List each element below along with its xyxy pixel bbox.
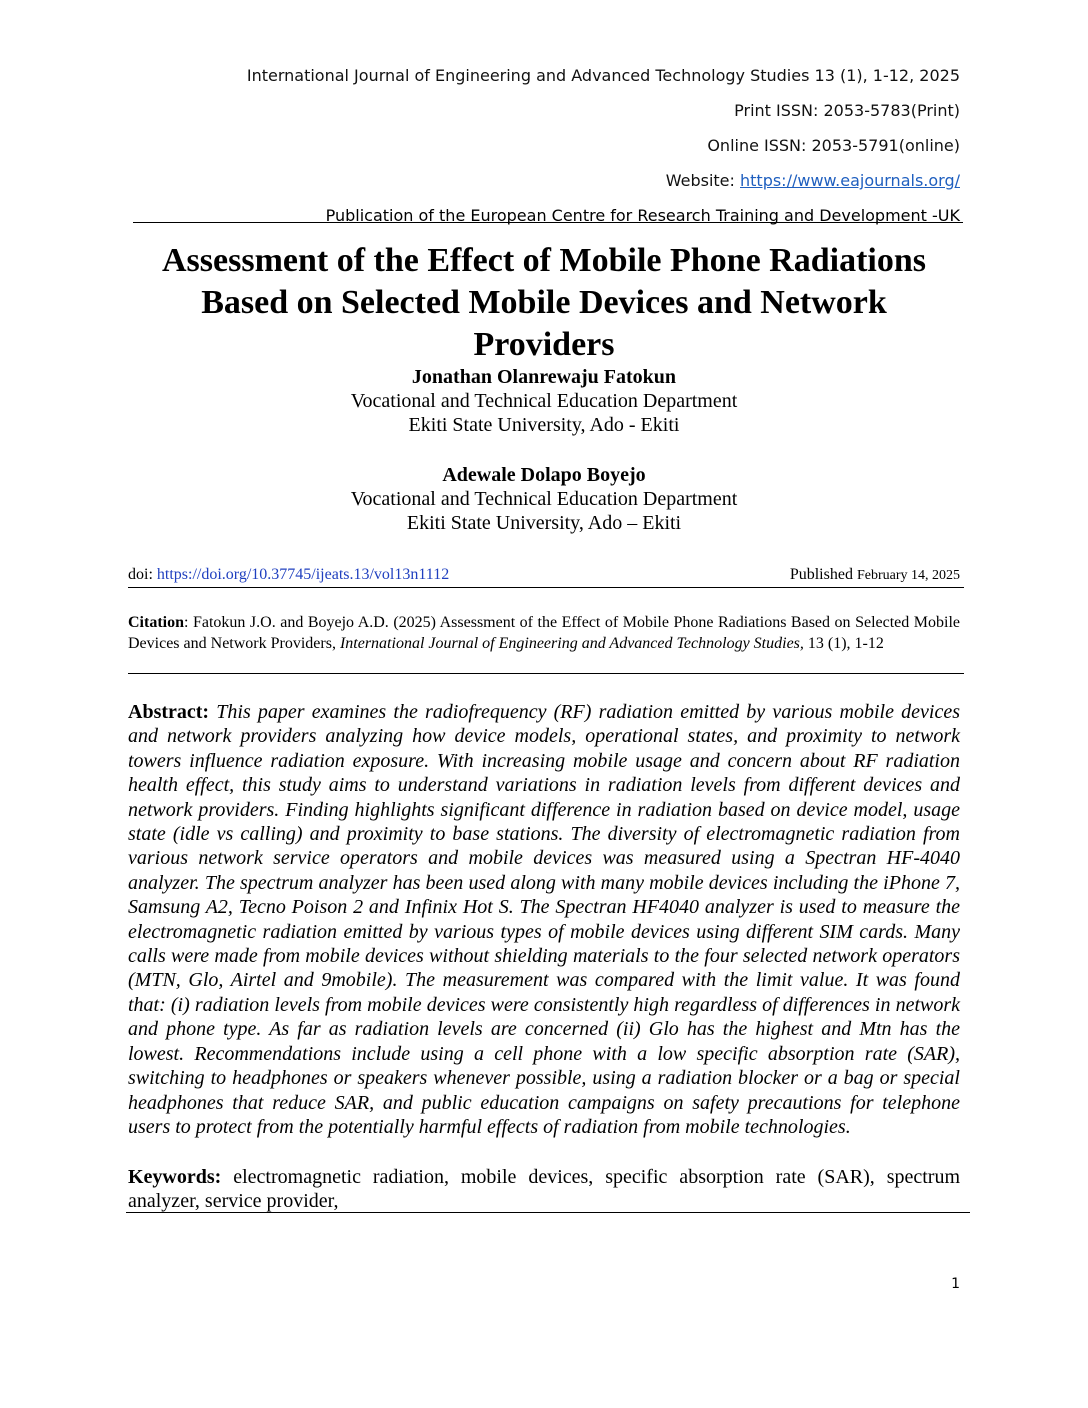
doi-link[interactable]: https://doi.org/10.37745/ijeats.13/vol13n1112 <box>156 566 450 583</box>
print-issn: Print ISSN: 2053-5783(Print) <box>734 101 960 120</box>
doi <box>128 566 449 584</box>
author-2-name: Adewale Dolapo Boyejo <box>442 464 646 486</box>
citation-rule <box>128 673 964 674</box>
keywords-rule <box>126 1212 970 1213</box>
website-link[interactable]: https://www.eajournals.org/ <box>740 171 960 190</box>
author-1-name: Jonathan Olanrewaju Fatokun <box>411 366 677 388</box>
author-2-univ: Ekiti State University, Ado – Ekiti <box>406 512 682 534</box>
keywords-text: electromagnetic radiation, mobile devices, specific absorption rate (SAR), spectrum analyzer, service provider, <box>128 1166 960 1212</box>
journal-header: International Journal of Engineering and Advanced Technology Studies 13 (1), 1-12, 2025 <box>246 66 960 85</box>
citation-text: : Fatokun J.O. and Boyejo A.D. (2025) Assessment of the Effect of Mobile Phone Radiations Based on Selected Mobile Devices and Network Providers, <box>128 614 960 652</box>
website-line <box>666 171 960 190</box>
published-label: Published <box>789 566 857 583</box>
website-label: Website: <box>665 171 740 190</box>
title-line-3: Providers <box>473 326 615 363</box>
abstract <box>128 700 960 1139</box>
abstract-text: This paper examines the radiofrequency (RF) radiation emitted by various mobile devices and network providers analyzing how device models, operational states, and proximity to network towers influence radiation exposure. With increasing mobile usage and concern about RF radiation health effect, this study aims to understand variations in radiation levels from different devices and network providers. Finding highlights significant difference in radiation based on device model, usage state (idle vs calling) and proximity to base stations. The diversity of electromagnetic radiation from various network service operators and mobile devices was measured using a Spectran HF-4040 analyzer. The spectrum analyzer has been used along with many mobile devices including the iPhone 7, Samsung A2, Tecno Poison 2 and Infinix Hot S. The Spectran HF4040 analyzer is used to measure the electromagnetic radiation emitted by various types of mobile devices using different SIM cards. Many calls were made from mobile devices without shielding materials to the four selected network operators (MTN, Glo, Airtel and 9mobile). The measurement was compared with the limit value. It was found that: (i) radiation levels from mobile devices were consistently high regardless of differences in network and phone type. As far as radiation levels are concerned (ii) Glo has the highest and Mtn has the lowest. Recommendations include using a cell phone with a low specific absorption rate (SAR), switching to headphones or speakers whenever possible, using a radiation blocker or a bag or special headphones that reduce SAR, and public education campaigns on safety precautions for telephone users to protect from the potentially harmful effects of radiation from mobile technologies. <box>128 701 960 1138</box>
publisher-line: Publication of the European Centre for Research Training and Development -UK <box>325 206 960 225</box>
keywords <box>128 1165 960 1213</box>
page-number: 1 <box>951 1276 960 1292</box>
title-line-1: Assessment of the Effect of Mobile Phone Radiations <box>162 242 926 279</box>
citation-journal: International Journal of Engineering and Advanced Technology Studies, <box>339 635 804 652</box>
doi-label: doi: <box>128 566 157 583</box>
published <box>790 566 960 584</box>
citation-label: Citation <box>128 614 184 631</box>
abstract-label: Abstract: <box>128 701 210 723</box>
citation-volume: 13 (1), 1-12 <box>803 635 884 652</box>
published-date: February 14, 2025 <box>856 568 960 583</box>
author-1-dept: Vocational and Technical Education Department <box>350 390 738 412</box>
doi-rule <box>128 587 964 588</box>
author-1-univ: Ekiti State University, Ado - Ekiti <box>408 414 680 436</box>
paper-title <box>130 240 958 366</box>
citation <box>128 612 960 654</box>
title-line-2: Based on Selected Mobile Devices and Network <box>201 284 887 321</box>
author-2-dept: Vocational and Technical Education Department <box>350 488 738 510</box>
keywords-label: Keywords: <box>128 1166 222 1188</box>
online-issn: Online ISSN: 2053-5791(online) <box>707 136 960 155</box>
